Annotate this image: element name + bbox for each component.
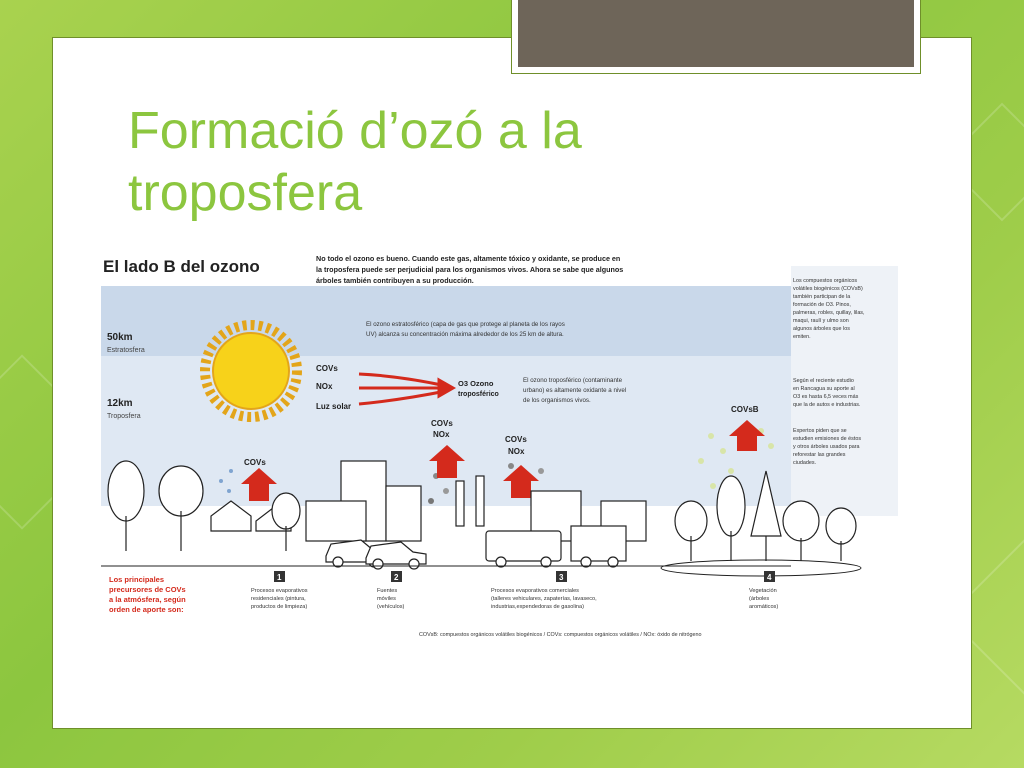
- svg-text:algunos árboles que los: algunos árboles que los: [793, 326, 850, 332]
- svg-text:reforestar las grandes: reforestar las grandes: [793, 452, 846, 458]
- svg-text:precursores de COVs: precursores de COVs: [109, 585, 186, 594]
- svg-text:en Rancagua su aporte al: en Rancagua su aporte al: [793, 386, 855, 392]
- title-line-1: Formació d’ozó a la: [128, 102, 582, 160]
- svg-text:Los principales: Los principales: [109, 575, 165, 584]
- svg-text:(talleres vehiculares, zapater: (talleres vehiculares, zapaterías, lavaseco,: [491, 596, 597, 602]
- svg-text:a la atmósfera, según: a la atmósfera, según: [109, 595, 186, 604]
- svg-text:O3 es hasta 6,5 veces más: O3 es hasta 6,5 veces más: [793, 394, 859, 400]
- svg-text:Expertos piden que se: Expertos piden que se: [793, 428, 847, 434]
- svg-text:móviles: móviles: [377, 596, 396, 602]
- intro-text-line-3: árboles también contribuyen a su producción.: [316, 276, 474, 285]
- arrow-label-nox: NOx: [508, 447, 525, 456]
- arrow-label-covs: COVs: [505, 435, 527, 444]
- arrow-label-covs: COVs: [244, 458, 266, 467]
- infographic-heading: El lado B del ozono: [103, 257, 260, 276]
- stratosphere-label: Estratosfera: [107, 347, 145, 354]
- svg-text:estudien emisiones de éstos: estudien emisiones de éstos: [793, 436, 862, 442]
- arrow-label-nox: NOx: [433, 430, 450, 439]
- intro-text-line-2: la troposfera puede ser perjudicial para los organismos vivos. Ahora se sabe que algunos: [316, 265, 624, 274]
- svg-text:palmeras, robles, quillay, lil: palmeras, robles, quillay, lilas,: [793, 310, 865, 316]
- svg-text:Procesos evaporativos comercia: Procesos evaporativos comerciales: [491, 588, 579, 594]
- svg-text:industrias,expendedoras de gas: industrias,expendedoras de gasolina): [491, 604, 584, 610]
- svg-text:ciudades.: ciudades.: [793, 460, 817, 466]
- reactant-sunlight: Luz solar: [316, 402, 352, 411]
- svg-text:residenciales (pintura,: residenciales (pintura,: [251, 596, 306, 602]
- slide-header-tab: [511, 0, 921, 74]
- troposphere-note-line-1: El ozono troposférico (contaminante: [523, 377, 623, 384]
- source-number: 3: [559, 573, 564, 582]
- ozone-infographic: [101, 246, 898, 642]
- svg-text:Vegetación: Vegetación: [749, 588, 777, 594]
- intro-text-line-1: No todo el ozono es bueno. Cuando este gas, altamente tóxico y oxidante, se produce en: [316, 254, 621, 263]
- troposphere-altitude: 12km: [107, 398, 133, 409]
- ozone-product-line-2: troposférico: [458, 391, 499, 398]
- svg-text:formación de O3. Pinos,: formación de O3. Pinos,: [793, 302, 851, 308]
- stratosphere-note-line-1: El ozono estratosférico (capa de gas que protege al planeta de los rayos: [366, 321, 565, 328]
- stratosphere-altitude: 50km: [107, 332, 133, 343]
- reactant-nox: NOx: [316, 382, 333, 391]
- svg-text:también participan de la: también participan de la: [793, 294, 851, 300]
- source-4: [749, 571, 778, 610]
- source-1: [251, 571, 308, 610]
- source-2: [377, 571, 404, 610]
- footer-glossary: COVsB: compuestos orgánicos volátiles biogénicos / COVs: compuestos orgánicos volátiles / NOx: óxido de nitrógeno: [419, 632, 702, 638]
- slide-title: [128, 100, 748, 224]
- svg-text:aromáticos): aromáticos): [749, 604, 779, 610]
- troposphere-label: Troposfera: [107, 413, 141, 420]
- svg-text:maqui, raulí y ulmo son: maqui, raulí y ulmo son: [793, 318, 849, 324]
- svg-text:Los compuestos orgánicos: Los compuestos orgánicos: [793, 278, 858, 284]
- source-3: [491, 571, 597, 610]
- svg-text:(árboles: (árboles: [749, 596, 770, 602]
- arrow-label-covs: COVs: [431, 419, 453, 428]
- title-line-2: troposfera: [128, 164, 363, 222]
- svg-text:volátiles biogénicos (COVsB): volátiles biogénicos (COVsB): [793, 286, 863, 292]
- header-tab-fill: [518, 0, 914, 67]
- svg-text:productos de limpieza): productos de limpieza): [251, 604, 308, 610]
- svg-text:orden de aporte son:: orden de aporte son:: [109, 605, 184, 614]
- precursors-label: [109, 575, 186, 614]
- troposphere-note-line-2: urbano) es altamente oxidante a nivel: [523, 387, 627, 394]
- svg-text:y otros árboles usados para: y otros árboles usados para: [793, 444, 860, 450]
- source-number: 1: [277, 573, 282, 582]
- troposphere-note-line-3: de los organismos vivos.: [523, 397, 591, 404]
- arrow-label-covsb: COVsB: [731, 405, 759, 414]
- stratosphere-note-line-2: UV) alcanza su concentración máxima alrededor de los 25 km de altura.: [366, 331, 564, 338]
- svg-text:Procesos evaporativos: Procesos evaporativos: [251, 588, 308, 594]
- svg-text:emiten.: emiten.: [793, 334, 811, 340]
- svg-text:(vehículos): (vehículos): [377, 604, 405, 610]
- svg-text:Según el reciente estudio: Según el reciente estudio: [793, 378, 854, 384]
- svg-text:Fuentes: Fuentes: [377, 588, 398, 594]
- source-number: 4: [767, 573, 772, 582]
- ozone-product-line-1: O3 Ozono: [458, 379, 494, 388]
- source-number: 2: [394, 573, 399, 582]
- reactant-covs: COVs: [316, 364, 338, 373]
- svg-text:que la de autos e industrias.: que la de autos e industrias.: [793, 402, 861, 408]
